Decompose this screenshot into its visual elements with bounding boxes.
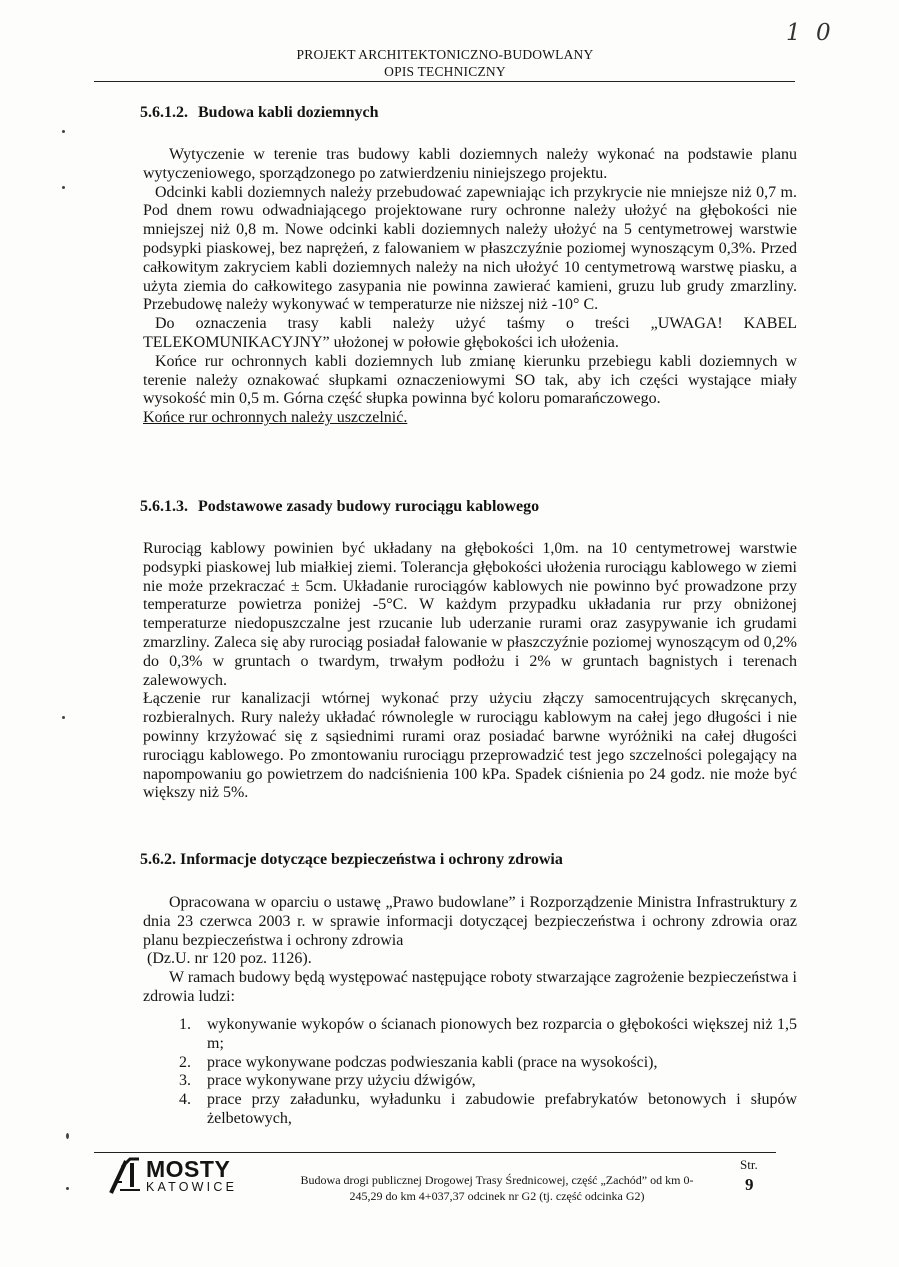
scan-speck [62,130,65,133]
section-heading-562 [140,851,800,869]
section-title: Podstawowe zasady budowy rurociągu kablowego [198,498,540,515]
hazard-list [143,1016,797,1129]
list-item: 2. prace wykonywane podczas podwieszania kabli (prace na wysokości), [179,1053,658,1071]
list-item: 3. prace wykonywane przy użyciu dźwigów, [179,1072,476,1090]
footer-project-description [272,1172,722,1204]
section-title: Informacje dotyczące bezpieczeństwa i ochrony zdrowia [180,851,563,868]
paragraph: Opracowana w oparciu o ustawę „Prawo budowlane” i Rozporządzenie Ministra Infrastruktury z dnia 23 czerwca 2003 r. w sprawie informacji dotyczącej bezpieczeństwa i ochrony zdrowia oraz planu bezpieczeństwa i ochrony zdrowia [143,894,797,949]
scan-speck [62,716,65,719]
paragraph: Do oznaczenia trasy kabli należy użyć taśmy o treści „UWAGA! KABEL TELEKOMUNIKACYJNY” ułożonej w połowie głębokości ich ułożenia. [143,315,797,351]
header-divider [94,81,795,82]
handwritten-page-mark: 1 0 [786,20,835,46]
paragraph: Odcinki kabli doziemnych należy przebudować zapewniając ich przykrycie nie mniejsze niż 0,7 m. Pod dnem rowu odwadniającego projektowane rury ochronne należy ułożyć na głębokości nie mniejszej niż 0,8 m. Nowe odcinki kabli doziemnych należy ułożyć na 5 centymetrowej warstwie podsypki piaskowej, bez naprężeń, z falowaniem w płaszczyźnie poziomej wynoszącym 0,3%. Przed całkowitym zakryciem kabli doziemnych należy na nich ułożyć 10 centymetrową warstwę piasku, a użyta ziemia do całkowitego zasypania nie powinna zawierać kamieni, gruzu lub grudy zmarzliny. Przebudowę należy wykonywać w temperaturze nie niższej niż -10° C. [143,183,797,314]
section-562-body [143,894,797,1007]
section-heading-5612 [140,104,800,122]
paragraph: Łączenie rur kanalizacji wtórnej wykonać przy użyciu złączy samocentrujących skręcanych, rozbieralnych. Rury należy układać równolegle w rurociągu kablowym na całej jego długości i nie powinny krzyżować się z sąsiednimi rurami oraz posiadać barwne wyróżniki na całej długości rurociągu kablowego. Po zmontowaniu rurociągu przeprowadzić test jego szczelności polegający na napompowaniu go powietrzem do nadciśnienia 100 kPa. Spadek ciśnienia po 24 godz. nie może być większy niż 5%. [143,690,797,802]
section-heading-5613 [140,498,800,516]
scan-speck [66,1133,69,1139]
header-project-title: PROJEKT ARCHITEKTONICZNO-BUDOWLANY [296,47,594,62]
logo-city: KATOWICE [146,1180,238,1194]
scan-speck [62,186,65,189]
list-item: 4. prace przy załadunku, wyładunku i zabudowie prefabrykatów betonowych i słupów żelbetowych, [179,1091,797,1127]
footer-divider [94,1152,776,1153]
paragraph: W ramach budowy będą występować następujące roboty stwarzające zagrożenie bezpieczeństwa i zdrowia ludzi: [143,969,797,1005]
section-number: 5.6.1.3. [140,498,188,515]
section-5613-body [143,540,797,803]
section-5612-body [143,146,797,428]
section-number: 5.6.2. [140,851,176,868]
header-document-type: OPIS TECHNICZNY [384,64,506,79]
scan-speck [66,1187,69,1190]
company-logo [108,1156,268,1196]
page-label: Str. [740,1157,758,1172]
paragraph: Wytyczenie w terenie tras budowy kabli doziemnych należy wykonać na podstawie planu wytyczeniowego, sporządzonego po zatwierdzeniu niniejszego projektu. [143,146,797,182]
logo-name: MOSTY [146,1156,231,1182]
logo-mark-icon [108,1156,142,1196]
paragraph: Końce rur ochronnych kabli doziemnych lub zmianę kierunku przebiegu kabli doziemnych w terenie należy oznakować słupkami oznaczeniowymi SO tak, aby ich części wystające miały wysokość min 0,5 m. Górna część słupka powinna być koloru pomarańczowego. [143,352,797,408]
page-number: 9 [745,1175,754,1194]
footer-line: 245,29 do km 4+037,37 odcinek nr G2 (tj. część odcinka G2) [349,1189,645,1203]
paragraph: Rurociąg kablowy powinien być układany na głębokości 1,0m. na 10 centymetrowej warstwie podsypki piaskowej lub miałkiej ziemi. Tolerancja głębokości ułożenia rurociągu kablowego w ziemi nie może przekraczać ± 5cm. Układanie rurociągów kablowych nie powinno być prowadzone przy temperaturze powietrza poniżej -5°C. W każdym przypadku układania rur przy obniżonej temperaturze niedopuszczalne jest rzucanie lub uderzanie rurami oraz zasypywanie ich grudami zmarzliny. Zaleca się aby rurociąg posiadał falowanie w płaszczyźnie poziomej wynoszącym od 0,2% do 0,3% w gruntach o twardym, trwałym podłożu i 2% w gruntach bagnistych i terenach zalewowych. [143,540,797,689]
footer-line: Budowa drogi publicznej Drogowej Trasy Średnicowej, część „Zachód” od km 0- [300,1173,694,1187]
section-title: Budowa kabli doziemnych [198,104,379,121]
underlined-note: Końce rur ochronnych należy uszczelnić. [143,409,408,427]
paragraph-reference: (Dz.U. nr 120 poz. 1126). [147,950,312,968]
list-item: 1. wykonywanie wykopów o ścianach pionowych bez rozparcia o głębokości większej niż 1,5 m; [179,1016,797,1052]
section-number: 5.6.1.2. [140,104,188,121]
